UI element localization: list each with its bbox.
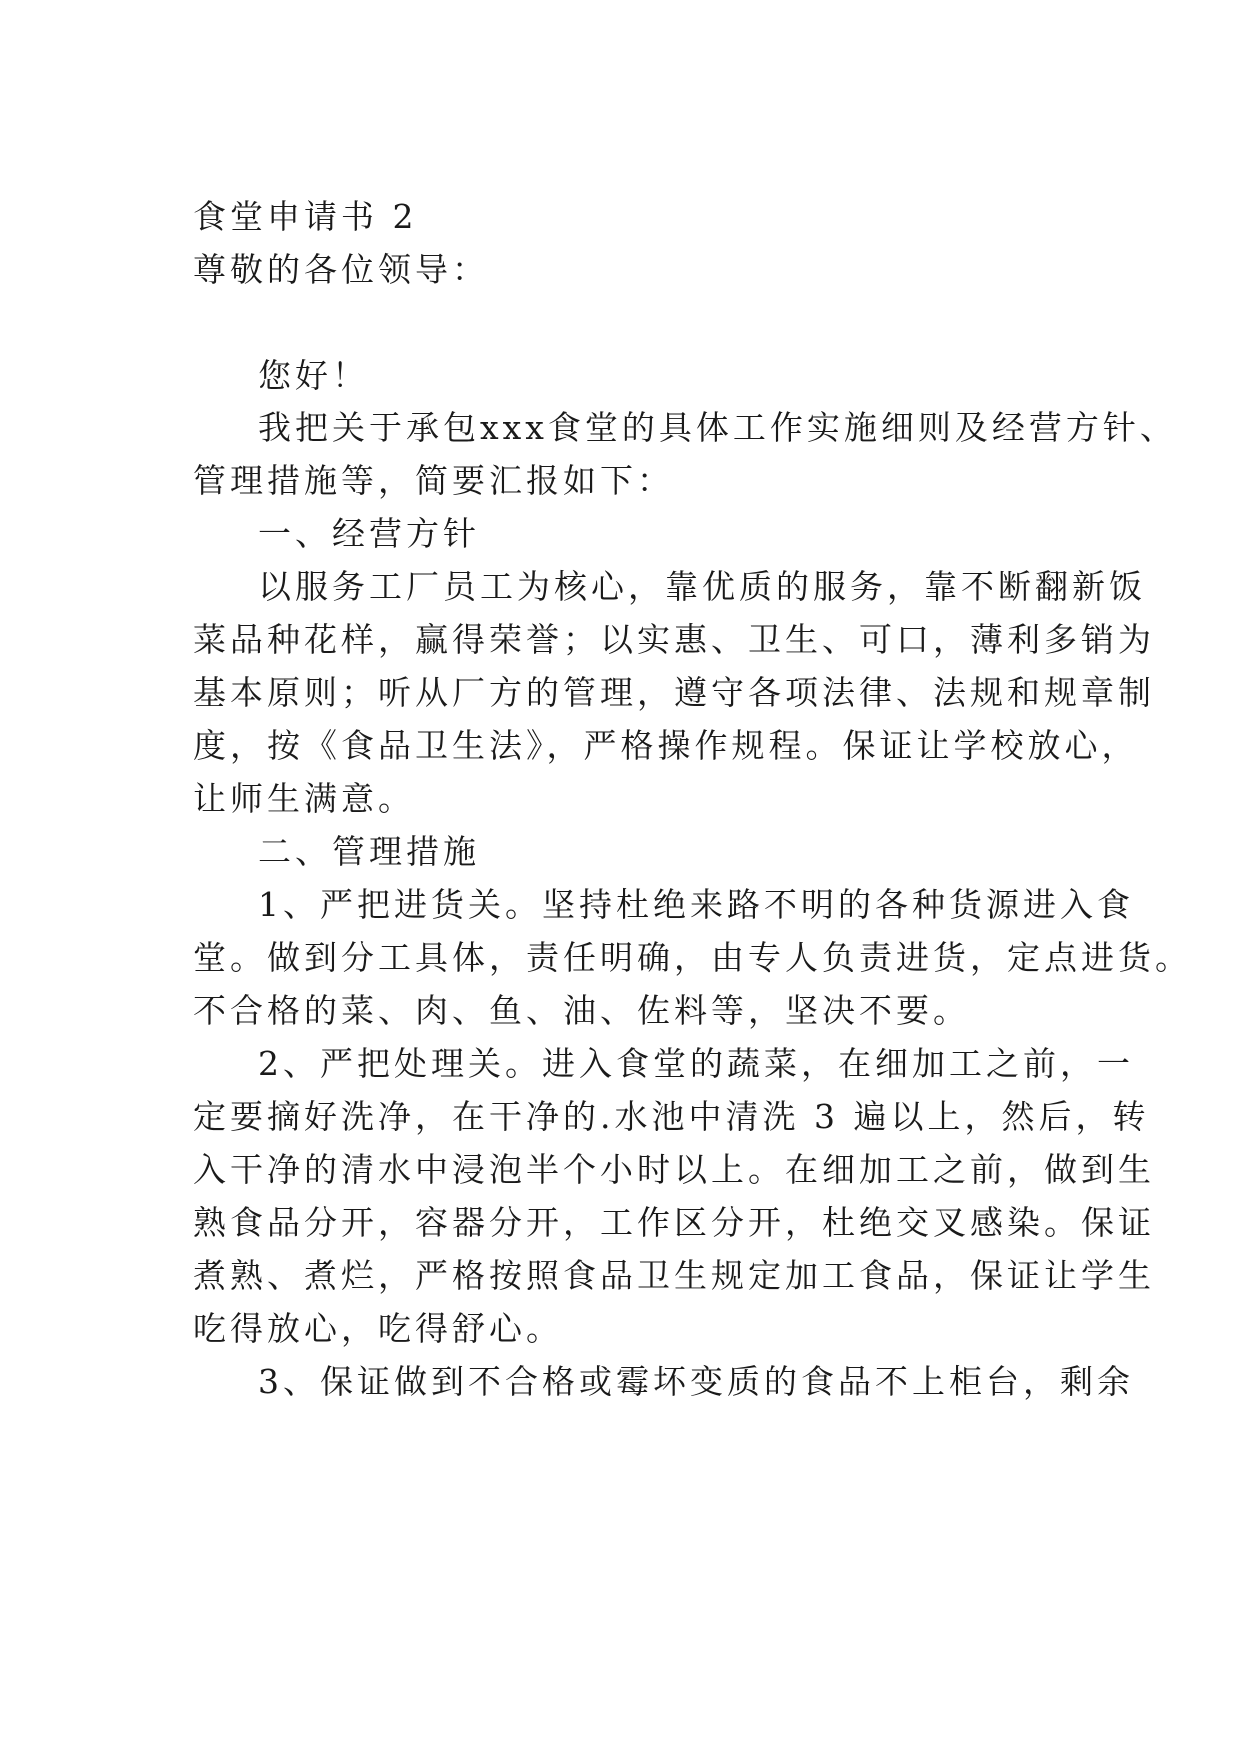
text-line: 让师生满意。 — [193, 779, 415, 818]
section-heading: 二、管理措施 — [258, 832, 480, 871]
text-line: 菜品种花样，赢得荣誉；以实惠、卫生、可口，薄利多销为 — [193, 620, 1155, 659]
text-line: 堂。做到分工具体，责任明确，由专人负责进货，定点进货。 — [193, 938, 1192, 977]
text-line: 我把关于承包xxx食堂的具体工作实施细则及经营方针、 — [258, 408, 1177, 447]
text-line: 以服务工厂员工为核心，靠优质的服务，靠不断翻新饭 — [258, 567, 1146, 606]
text-line: 度，按《食品卫生法》，严格操作规程。保证让学校放心， — [193, 726, 1139, 765]
text-line: 2、严把处理关。进入食堂的蔬菜，在细加工之前，一 — [258, 1044, 1134, 1083]
text-line: 熟食品分开，容器分开，工作区分开，杜绝交叉感染。保证 — [193, 1203, 1155, 1242]
text-line: 基本原则；听从厂方的管理，遵守各项法律、法规和规章制 — [193, 673, 1155, 712]
text-line: 1、严把进货关。坚持杜绝来路不明的各种货源进入食 — [258, 885, 1134, 924]
text-line: 3、保证做到不合格或霉坏变质的食品不上柜台，剩余 — [258, 1362, 1134, 1401]
document-title: 食堂申请书 2 — [193, 197, 418, 236]
salutation: 尊敬的各位领导： — [193, 250, 489, 289]
section-heading: 一、经营方针 — [258, 514, 480, 553]
text-line: 入干净的清水中浸泡半个小时以上。在细加工之前，做到生 — [193, 1150, 1155, 1189]
text-line: 不合格的菜、肉、鱼、油、佐料等，坚决不要。 — [193, 991, 970, 1030]
text-line: 定要摘好洗净，在干净的.水池中清洗 3 遍以上，然后，转 — [193, 1097, 1150, 1136]
text-line: 煮熟、煮烂，严格按照食品卫生规定加工食品，保证让学生 — [193, 1256, 1155, 1295]
text-line: 吃得放心，吃得舒心。 — [193, 1309, 563, 1348]
greeting: 您好！ — [258, 356, 369, 395]
text-line: 管理措施等，简要汇报如下： — [193, 461, 674, 500]
